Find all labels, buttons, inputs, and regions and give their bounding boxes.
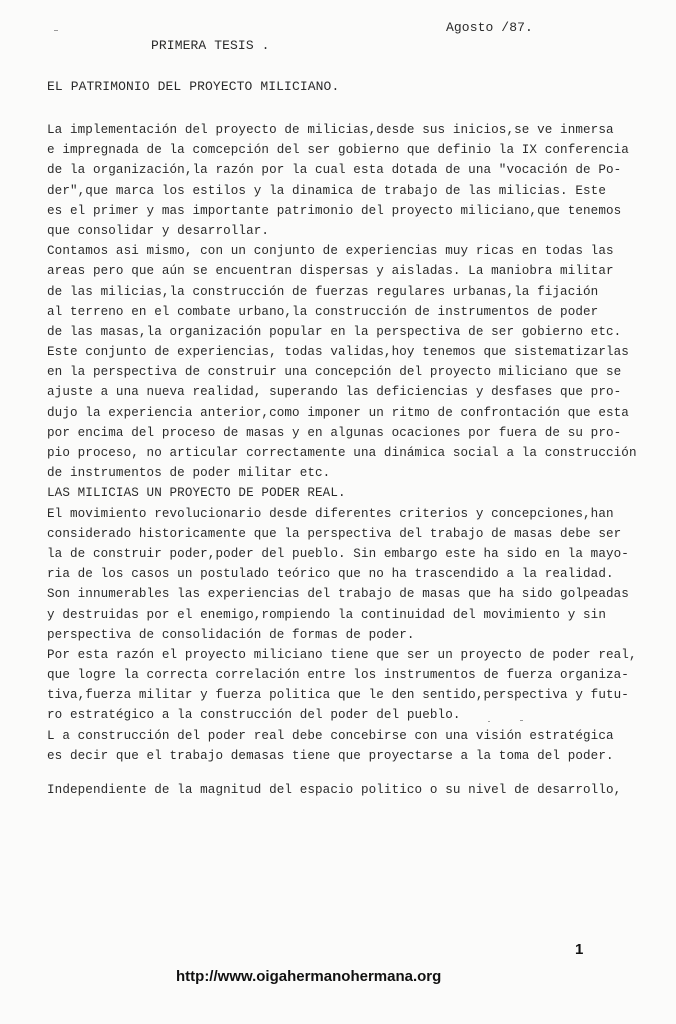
body-line: que consolidar y desarrollar. — [47, 223, 270, 238]
body-line: areas pero que aún se encuentran dispersas y aisladas. La maniobra militar — [47, 264, 614, 279]
body-line: por encima del proceso de masas y en algunas ocaciones por fuera de su pro- — [47, 425, 622, 440]
body-line: de la organización,la razón por la cual esta dotada de una "vocación de Po- — [47, 163, 622, 178]
document-heading: PRIMERA TESIS . — [151, 38, 270, 53]
scan-speck — [520, 720, 523, 721]
page-number: 1 — [575, 941, 584, 958]
body-line: der",que marca los estilos y la dinamica de trabajo de las milicias. Este — [47, 183, 606, 198]
body-line: tiva,fuerza militar y fuerza politica que le den sentido,perspectiva y futu- — [47, 688, 629, 703]
body-line: El movimiento revolucionario desde diferentes criterios y concepciones,han — [47, 506, 614, 521]
body-line: en la perspectiva de construir una concepción del proyecto miliciano que se — [47, 365, 622, 380]
body-line: y destruidas por el enemigo,rompiendo la continuidad del movimiento y sin — [47, 607, 606, 622]
body-line: Por esta razón el proyecto miliciano tiene que ser un proyecto de poder real, — [47, 647, 637, 662]
body-line: Son innumerables las experiencias del trabajo de masas que ha sido golpeadas — [47, 587, 629, 602]
body-line: pio proceso, no articular correctamente una dinámica social a la construcción — [47, 446, 637, 460]
body-line: de las masas,la organización popular en la perspectiva de ser gobierno etc. — [47, 324, 622, 339]
body-line: es decir que el trabajo demasas tiene que proyectarse a la toma del poder. — [47, 748, 614, 763]
body-line: dujo la experiencia anterior,como imponer un ritmo de confrontación que esta — [47, 405, 629, 420]
body-line: ria de los casos un postulado teórico que no ha trascendido a la realidad. — [47, 567, 614, 582]
body-line: la de construir poder,poder del pueblo. Sin embargo este ha sido en la mayo- — [47, 546, 629, 561]
scan-speck — [488, 721, 490, 722]
body-line: es el primer y mas importante patrimonio del proyecto miliciano,que tenemos — [47, 203, 622, 218]
document-title: EL PATRIMONIO DEL PROYECTO MILICIANO. — [47, 79, 340, 94]
section-heading: LAS MILICIAS UN PROYECTO DE PODER REAL. — [47, 486, 346, 501]
body-line: de instrumentos de poder militar etc. — [47, 466, 331, 481]
body-line: Este conjunto de experiencias, todas validas,hoy tenemos que sistematizarlas — [47, 345, 629, 360]
body-line: L a construcción del poder real debe concebirse con una visión estratégica — [47, 728, 614, 743]
body-line: ro estratégico a la construcción del poder del pueblo. — [47, 708, 461, 723]
document-body — [47, 120, 647, 800]
body-line: de las milicias,la construcción de fuerzas regulares urbanas,la fijación — [47, 284, 599, 299]
body-line: al terreno en el combate urbano,la construcción de instrumentos de poder — [47, 304, 599, 319]
body-line: La implementación del proyecto de milicias,desde sus inicios,se ve inmersa — [47, 123, 614, 137]
body-line: que logre la correcta correlación entre los instrumentos de fuerza organiza- — [47, 668, 629, 683]
document-date: Agosto /87. — [446, 20, 533, 35]
footer-url-link[interactable]: http://www.oigahermanohermana.org — [176, 968, 442, 985]
body-line: considerado historicamente que la perspectiva del trabajo de masas debe ser — [47, 526, 622, 541]
scan-speck — [54, 30, 58, 31]
body-line: Contamos asi mismo, con un conjunto de experiencias muy ricas en todas las — [47, 244, 614, 259]
body-line: e impregnada de la comcepción del ser gobierno que definio la IX conferencia — [47, 143, 629, 158]
body-line: perspectiva de consolidación de formas de poder. — [47, 627, 415, 642]
body-line: ajuste a una nueva realidad, superando las deficiencias y desfases que pro- — [47, 385, 622, 400]
body-line: Independiente de la magnitud del espacio politico o su nivel de desarrollo, — [47, 783, 622, 797]
